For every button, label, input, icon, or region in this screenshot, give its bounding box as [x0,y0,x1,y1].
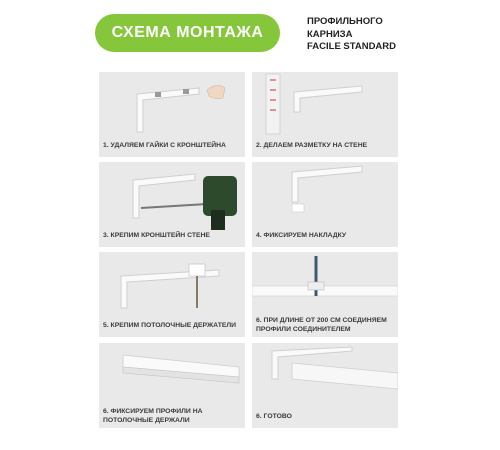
subtitle-line-1: ПРОФИЛЬНОГО [307,16,383,27]
header-title: СХЕМА МОНТАЖА [111,24,264,41]
subtitle-line-3: FACILE STANDARD [307,41,397,52]
header-title-badge [95,14,280,52]
step-caption-3: 3. КРЕПИМ КРОНШТЕЙН СТЕНЕ [103,232,210,239]
step-caption-2: 2. ДЕЛАЕМ РАЗМЕТКУ НА СТЕНЕ [256,142,368,149]
step-caption-7: 6. ФИКСИРУЕМ ПРОФИЛИ НА ПОТОЛОЧНЫЕ ДЕРЖАЛИ [103,408,203,424]
step-card-6 [252,252,398,337]
subtitle-line-2: КАРНИЗА [307,28,353,40]
step-caption-4: 4. ФИКСИРУЕМ НАКЛАДКУ [256,232,347,239]
step-card-7 [99,343,245,428]
step-card-1 [99,72,245,157]
step-caption-5: 5. КРЕПИМ ПОТОЛОЧНЫЕ ДЕРЖАТЕЛИ [103,322,237,329]
step-caption-8: 6. ГОТОВО [256,413,292,420]
step-card-3 [99,162,245,247]
step-card-8 [252,343,398,428]
step-caption-6: 6. ПРИ ДЛИНЕ ОТ 200 СМ СОЕДИНЯЕМ ПРОФИЛИ СОЕДИНИТЕЛЕМ [256,317,387,333]
header-subtitle [307,16,427,54]
step-caption-1: 1. УДАЛЯЕМ ГАЙКИ С КРОНШТЕЙНА [103,142,226,149]
step-card-5 [99,252,245,337]
step-card-2 [252,72,398,157]
step-card-4 [252,162,398,247]
